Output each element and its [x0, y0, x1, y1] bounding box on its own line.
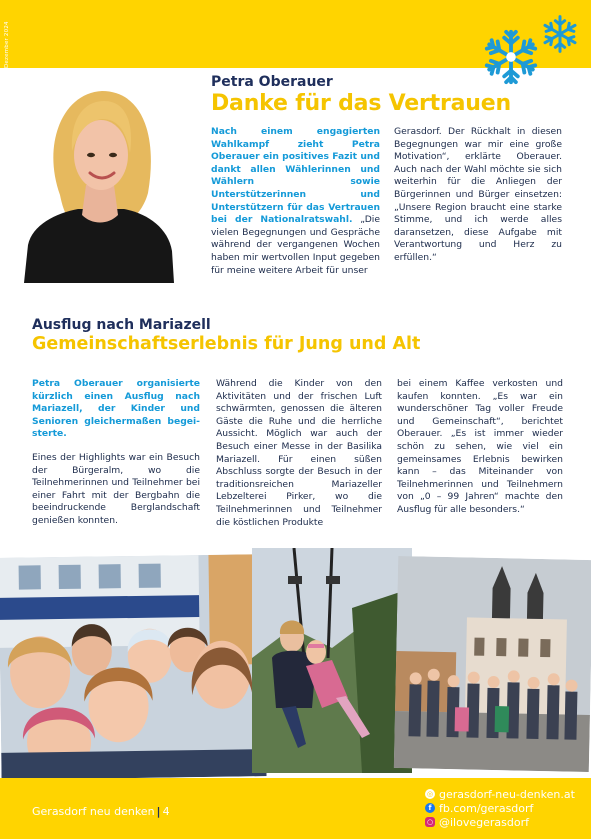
article1-body-1: „Die vielen Begegnungen und Gespräche während der vergangenen Wochen haben mir wertvollen Input gegeben für meine weitere Arbeit für unser — [211, 214, 380, 276]
instagram-link[interactable] — [425, 815, 575, 829]
footer-brand — [32, 805, 170, 818]
swing-ride-photo — [252, 548, 412, 773]
article2-column-2 — [216, 378, 382, 529]
footer-separator: | — [156, 805, 161, 818]
footer-brand-name: Gerasdorf neu denken — [32, 805, 155, 818]
website-label: gerasdorf-neu-denken.at — [439, 787, 575, 801]
basilica-group-photo — [394, 556, 591, 772]
article2-paragraph: bei einem Kaffee verkosten und kaufen konnten. „Es war ein wunderschöner Tag voller Freude und Gemeinschaft“, berichtet Oberauer. „Es ist immer wieder schön zu sehen, wie viel ein gemeinsames Erlebnis bewirken kann – das Miteinander von Teilnehmerinnen und Teilnehmern von „0 – 99 Jahren“ machte den Ausflug für alle besonders.“ — [397, 378, 563, 515]
article2-column-1 — [32, 378, 200, 528]
article1-body-2: Gerasdorf. Der Rückhalt in diesen Begegnungen war mir eine große Motivation“, erklärte Oberauer. Auch nach der Wahl möchte sie sich weiterhin für die Anliegen der Bürgerinnen und Bürger einsetzen: „Unsere Region braucht eine starke Stimme, und ich werde alles daransetzen, diese Aufgabe mit Verantwortung und Herz zu erfüllen.“ — [394, 126, 562, 263]
article2-paragraph: Während die Kinder von den Aktivitäten und der frischen Luft schwärmten, genossen die älteren Gäste die Ruhe und die herrliche Aussicht. Möglich war auch der Besuch einer Messe in der Basilika Mariazell. Für einen süßen Abschluss sorgte der Besuch in der traditionsreichen Mariazeller Lebzelterei Pirker, wo die Teilnehmerinnen und Teilnehmer die köstlichen Produkte — [216, 378, 382, 528]
snowflake-icon — [540, 14, 580, 54]
portrait-photo — [22, 75, 175, 283]
issue-date: Dezember 2024 — [4, 21, 10, 68]
article1-kicker: Petra Oberauer — [211, 74, 333, 90]
instagram-icon: ○ — [426, 818, 434, 826]
snowflake-icon — [482, 28, 540, 86]
instagram-label: @ilovegerasdorf — [439, 815, 529, 829]
article2-lead: Petra Oberauer organisierte kürzlich einen Ausflug nach Mariazell, der Kinder und Senioren gleichermaßen begeisterte. — [32, 378, 200, 440]
article2-title: Gemeinschaftserlebnis für Jung und Alt — [32, 334, 421, 354]
article2-paragraph: Eines der Highlights war ein Besuch der Bürgeralm, wo die Teilnehmerinnen und Teilnehmer bei einer Fahrt mit der Bergbahn die beeindruckende Berglandschaft genießen konnten. — [32, 451, 200, 526]
article2-column-3 — [397, 378, 563, 517]
facebook-label: fb.com/gerasdorf — [439, 801, 534, 815]
facebook-icon: f — [425, 803, 435, 813]
group-selfie-photo — [0, 554, 267, 780]
article1-title: Danke für das Vertrauen — [211, 91, 511, 116]
article1-column-1 — [211, 126, 380, 277]
website-link[interactable] — [425, 787, 575, 801]
article1-lead: Nach einem engagierten Wahlkampf zieht Petra Oberauer ein positives Fazit und dankt allen Wählerinnen und Wählern sowie Unterstützerinnen und Unterstützern für das Vertrauen bei der Nationalratswahl. — [211, 126, 380, 226]
article2-kicker: Ausflug nach Mariazell — [32, 317, 211, 333]
globe-icon: ◎ — [426, 790, 434, 798]
article1-column-2 — [394, 126, 562, 265]
footer-links — [425, 787, 575, 829]
facebook-link[interactable] — [425, 801, 575, 815]
page-number: 4 — [162, 805, 170, 818]
